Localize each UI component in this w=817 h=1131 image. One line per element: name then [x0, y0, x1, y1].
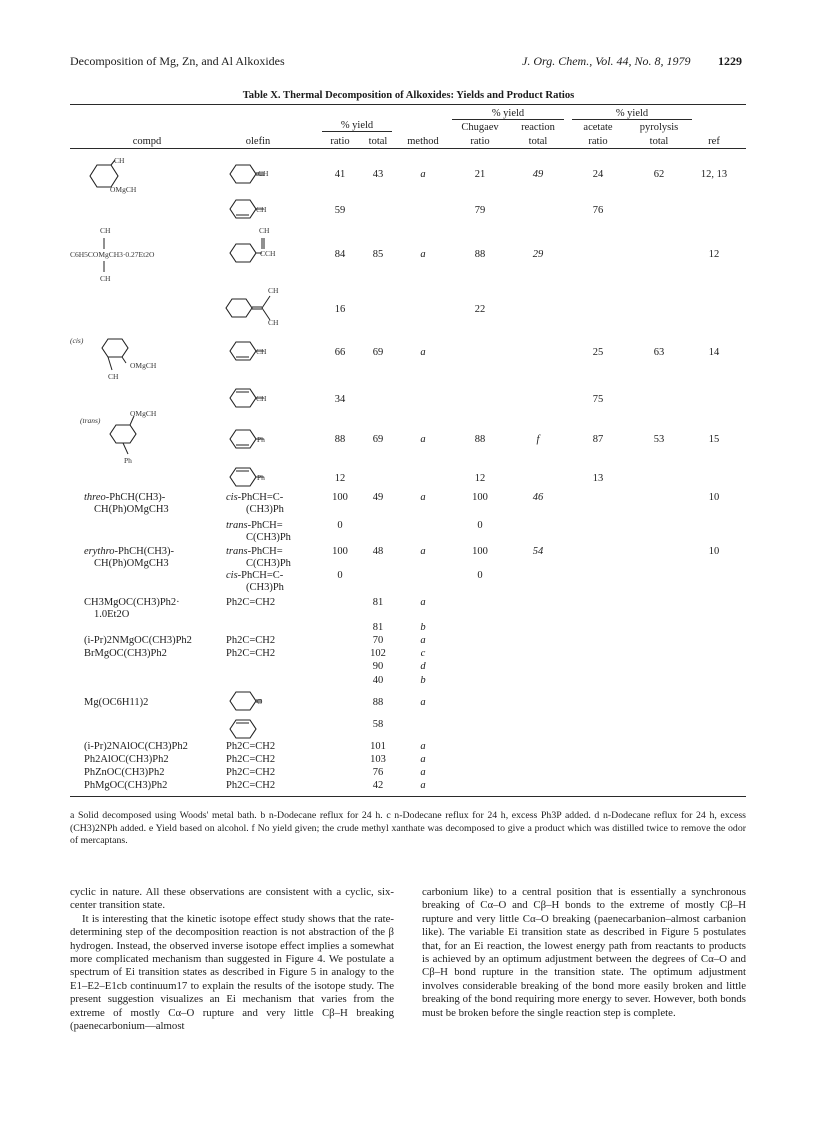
cell-compd [84, 754, 169, 766]
cell-total: 85 [372, 249, 384, 260]
olefin-name: Ph2C=CH2 [226, 754, 276, 765]
s4-ph-label: Ph [124, 456, 132, 465]
compd-stereo-prefix: erythro [84, 546, 115, 557]
cell-acetate-ratio: 13 [592, 473, 604, 484]
s2-main-label: C6H5COMgCH3·0.27Et2O [70, 250, 155, 259]
trans-label: (trans) [80, 416, 101, 425]
cell-reaction-total: 29 [532, 249, 544, 260]
cell-total: 40 [372, 675, 384, 686]
compd-name: -PhCH(CH3)- [114, 546, 175, 557]
olefin-stereo-prefix: trans [226, 520, 248, 531]
cell-reaction-total: 46 [532, 492, 544, 503]
o4-ch3-top: CH [268, 286, 279, 295]
o9-o-label: O [257, 697, 263, 706]
cell-acetate-ratio: 75 [592, 394, 604, 405]
cell-ratio: 41 [334, 169, 346, 180]
cell-total: 48 [372, 546, 384, 557]
olefin-name: Ph2C=CH2 [226, 648, 276, 659]
cell-olefin [226, 754, 275, 766]
cell-ratio: 12 [334, 473, 346, 484]
table-top-rule [70, 104, 746, 105]
yield-group-rule [322, 131, 392, 132]
cell-acetate-ratio: 24 [592, 169, 604, 180]
cell-ref: 10 [708, 546, 720, 557]
acetate-group-rule [572, 119, 692, 120]
header-acetate-ratio: ratio [588, 136, 608, 147]
o6-ch3-label: CH [256, 394, 267, 403]
cell-compd [84, 780, 167, 792]
table-header-rule [70, 148, 746, 149]
table-caption: Table X. Thermal Decomposition of Alkoxides: Yields and Product Ratios [242, 90, 575, 101]
cell-ratio: 59 [334, 205, 346, 216]
cell-chugaev-ratio: 79 [474, 205, 486, 216]
header-yield: % yield [340, 120, 374, 131]
o4-ch3-bottom: CH [268, 318, 279, 327]
s1-ch3-label: CH [114, 156, 125, 165]
cell-compd [84, 741, 188, 753]
cell-olefin-line2: (CH3)Ph [246, 504, 284, 515]
o8-ph-label: Ph [257, 473, 265, 482]
right-paragraph-1: carbonium like) to a central position that is essentially a synchronous breaking of Cα–O and Cβ–H bonds to the extreme of mostly Cβ–H rupture and very little Cα–O breaking (paenecarbanion–almost carbanion like). The variable Ei transition state as described in Figure 5 postulates that, for an Ei reaction, the lowest energy path from reactants to products is achieved by an optimum adjustment between the degrees of Cα–O and Cβ–H bond rupture in the transition state. The optimum adjustment involves considerable breaking of the bond more easily broken and little breaking of the bond requiring more energy to sever. However, both bonds must be broken before the single reaction step is complete. [422, 886, 746, 1019]
left-paragraph-1: cyclic in nature. All these observations are consistent with a cyclic, six-center transition state. [70, 886, 394, 912]
olefin-stereo-prefix: cis [226, 570, 238, 581]
cell-chugaev-ratio: 22 [474, 304, 486, 315]
cell-method: a [420, 767, 426, 778]
cell-total: 90 [372, 661, 384, 672]
cell-acetate-ratio: 25 [592, 347, 604, 358]
cell-ratio: 16 [334, 304, 346, 315]
header-pyrolysis: pyrolysis [639, 122, 679, 133]
cell-reaction-total: 49 [532, 169, 544, 180]
cell-olefin-line2: C(CH3)Ph [246, 558, 291, 569]
o3-cch3-label: CCH [260, 249, 276, 258]
o2-ch3-label: CH [256, 205, 267, 214]
cell-method: a [420, 741, 426, 752]
olefin-name: -PhCH=C- [237, 492, 284, 503]
header-pyrolysis-total: total [649, 136, 669, 147]
page-number: 1229 [718, 54, 742, 68]
cell-compd [84, 697, 148, 709]
header-ref: ref [708, 136, 720, 147]
cell-method: a [420, 434, 426, 445]
compd-name: Ph2AlOC(CH3)Ph2 [84, 754, 169, 765]
cell-total: 69 [372, 434, 384, 445]
cell-method: b [420, 622, 426, 633]
cell-ratio: 0 [337, 520, 343, 531]
cell-total: 42 [372, 780, 384, 791]
header-method: method [407, 136, 439, 147]
compd-name: PhMgOC(CH3)Ph2 [84, 780, 168, 791]
cell-olefin [226, 520, 283, 532]
header-reaction-total: total [528, 136, 548, 147]
olefin-stereo-prefix: trans [226, 546, 248, 557]
cell-method: a [420, 347, 426, 358]
olefin-name: -PhCH= [247, 520, 283, 531]
olefin-name: Ph2C=CH2 [226, 767, 276, 778]
header-chugaev-ratio: ratio [470, 136, 490, 147]
s3-omg-label: OMgCH [130, 361, 157, 370]
s4-omg-label: OMgCH [130, 409, 157, 418]
s2-ch3-top: CH [100, 226, 111, 235]
s1-omg-label: OMgCH [110, 185, 137, 194]
olefin-name: Ph2C=CH2 [226, 741, 276, 752]
header-acetate-yield: % yield [615, 108, 649, 119]
s3-ch3-label: CH [108, 372, 119, 381]
cell-chugaev-ratio: 12 [474, 473, 486, 484]
cell-olefin-line2: (CH3)Ph [246, 582, 284, 593]
header-olefin: olefin [245, 136, 271, 147]
header-chugaev: Chugaev [461, 122, 499, 133]
header-acetate: acetate [583, 122, 613, 133]
cell-olefin [226, 767, 275, 779]
cell-olefin [226, 780, 275, 792]
cell-compd-line2: CH(Ph)OMgCH3 [94, 558, 169, 569]
cell-total: 103 [370, 754, 386, 765]
table-footnotes: a Solid decomposed using Woods' metal bath. b n-Dodecane reflux for 24 h. c n-Dodecane reflux for 24 h, excess Ph3P added. d n-Dodecane reflux for 24 h, excess (CH3)2NPh added. e Yield based on alcohol. f No yield given; the crude methyl xanthate was decomposed to give a product which was distilled twice to remove the odor of mercaptans. [70, 810, 746, 847]
cell-olefin [226, 648, 275, 660]
cell-total: 102 [370, 648, 386, 659]
cell-olefin [226, 492, 283, 504]
running-head-journal: J. Org. Chem., Vol. 44, No. 8, 1979 [522, 54, 691, 68]
cell-method: a [420, 492, 426, 503]
cell-total: 76 [372, 767, 384, 778]
cell-total: 101 [370, 741, 386, 752]
left-paragraph-2: It is interesting that the kinetic isotope effect study shows that the rate-determining step of the decomposition reaction is not abstraction of the β hydrogen. Instead, the observed inverse isotope effect implies a somewhat more complicated mechanism than suggested in Figure 4. We postulate a spectrum of Ei transition states as described in Figure 5 in analogy to the E1–E2–E1cb continuum17 to explain the results of the isotope study. The present suggestion visualizes an Ei mechanism that varies from the extreme of mostly Cα–O rupture and very little Cβ–H breaking (paenecarbonium—almost [70, 912, 394, 1033]
cell-chugaev-ratio: 88 [474, 434, 486, 445]
olefin-cyclohexene [228, 718, 268, 740]
header-ratio: ratio [330, 136, 350, 147]
olefin-stereo-prefix: cis [226, 492, 238, 503]
cell-chugaev-ratio: 0 [477, 520, 483, 531]
compd-name: PhZnOC(CH3)Ph2 [84, 767, 165, 778]
cell-ref: 14 [708, 347, 720, 358]
cell-method: c [420, 648, 426, 659]
body-right-column [422, 886, 746, 1020]
cell-olefin [226, 570, 283, 582]
cell-total: 43 [372, 169, 384, 180]
cell-compd [84, 767, 165, 779]
cell-method: b [420, 675, 426, 686]
cell-ref: 10 [708, 492, 720, 503]
cell-method: a [420, 754, 426, 765]
cell-compd [84, 635, 192, 647]
cell-olefin [226, 635, 275, 647]
olefin-name: Ph2C=CH2 [226, 780, 276, 791]
cell-chugaev-ratio: 100 [472, 492, 488, 503]
cell-ratio: 100 [332, 546, 348, 557]
s2-ch3-bottom: CH [100, 274, 111, 283]
header-reaction: reaction [521, 122, 555, 133]
body-left-column [70, 886, 394, 1033]
cell-method: d [420, 661, 426, 672]
cell-pyrolysis-total: 53 [653, 434, 665, 445]
chugaev-group-rule [452, 119, 564, 120]
o3-ch2-label: CH [259, 226, 270, 235]
header-total: total [368, 136, 388, 147]
cell-olefin-line2: C(CH3)Ph [246, 532, 291, 543]
o1-ch3-label: CH [258, 169, 269, 178]
cell-method: a [420, 780, 426, 791]
cell-method: a [420, 697, 426, 708]
cell-olefin [226, 597, 275, 609]
cis-label: (cis) [70, 336, 84, 345]
olefin-name: Ph2C=CH2 [226, 635, 276, 646]
cell-method: a [420, 249, 426, 260]
cell-compd-line2: CH(Ph)OMgCH3 [94, 504, 169, 515]
cell-compd [84, 546, 174, 558]
cell-compd [84, 648, 167, 660]
cell-total: 58 [372, 719, 384, 730]
cell-total: 81 [372, 622, 384, 633]
cell-ratio: 88 [334, 434, 346, 445]
cell-total: 88 [372, 697, 384, 708]
cell-ref: 12 [708, 249, 720, 260]
cell-compd [84, 597, 180, 609]
cell-ref: 12, 13 [700, 169, 728, 180]
compd-name: (i-Pr)2NMgOC(CH3)Ph2 [84, 635, 192, 646]
cell-chugaev-ratio: 0 [477, 570, 483, 581]
cell-ratio: 84 [334, 249, 346, 260]
header-chugaev-yield: % yield [491, 108, 525, 119]
cell-chugaev-ratio: 88 [474, 249, 486, 260]
olefin-name: -PhCH= [247, 546, 283, 557]
cell-ratio: 100 [332, 492, 348, 503]
structure-trans-phenylcyclohexyl [106, 414, 142, 458]
header-compd: compd [132, 136, 162, 147]
olefin-name: -PhCH=C- [237, 570, 284, 581]
cell-method: a [420, 635, 426, 646]
cell-reaction-total: f [536, 434, 540, 445]
cell-pyrolysis-total: 62 [653, 169, 665, 180]
cell-acetate-ratio: 87 [592, 434, 604, 445]
cell-olefin [226, 741, 275, 753]
cell-acetate-ratio: 76 [592, 205, 604, 216]
cell-compd-line2: 1.0Et2O [94, 609, 130, 620]
cell-total: 70 [372, 635, 384, 646]
cell-method: a [420, 169, 426, 180]
cell-ratio: 0 [337, 570, 343, 581]
cell-total: 49 [372, 492, 384, 503]
cell-method: a [420, 546, 426, 557]
compd-name: Mg(OC6H11)2 [84, 697, 149, 708]
cell-chugaev-ratio: 100 [472, 546, 488, 557]
running-head-title: Decomposition of Mg, Zn, and Al Alkoxides [70, 54, 285, 68]
compd-name: CH3MgOC(CH3)Ph2· [84, 597, 180, 608]
o5-ch3-label: CH [256, 347, 267, 356]
cell-ratio: 66 [334, 347, 346, 358]
cell-ref: 15 [708, 434, 720, 445]
cell-olefin [226, 546, 283, 558]
compd-name: (i-Pr)2NAlOC(CH3)Ph2 [84, 741, 188, 752]
cell-ratio: 34 [334, 394, 346, 405]
table-bottom-rule [70, 796, 746, 797]
cell-compd [84, 492, 165, 504]
compd-name: BrMgOC(CH3)Ph2 [84, 648, 167, 659]
cell-method: a [420, 597, 426, 608]
cell-reaction-total: 54 [532, 546, 544, 557]
compd-stereo-prefix: threo [84, 492, 106, 503]
cell-chugaev-ratio: 21 [474, 169, 486, 180]
cell-total: 69 [372, 347, 384, 358]
o7-ph-label: Ph [257, 435, 265, 444]
cell-total: 81 [372, 597, 384, 608]
olefin-name: Ph2C=CH2 [226, 597, 276, 608]
compd-name: -PhCH(CH3)- [105, 492, 166, 503]
cell-pyrolysis-total: 63 [653, 347, 665, 358]
